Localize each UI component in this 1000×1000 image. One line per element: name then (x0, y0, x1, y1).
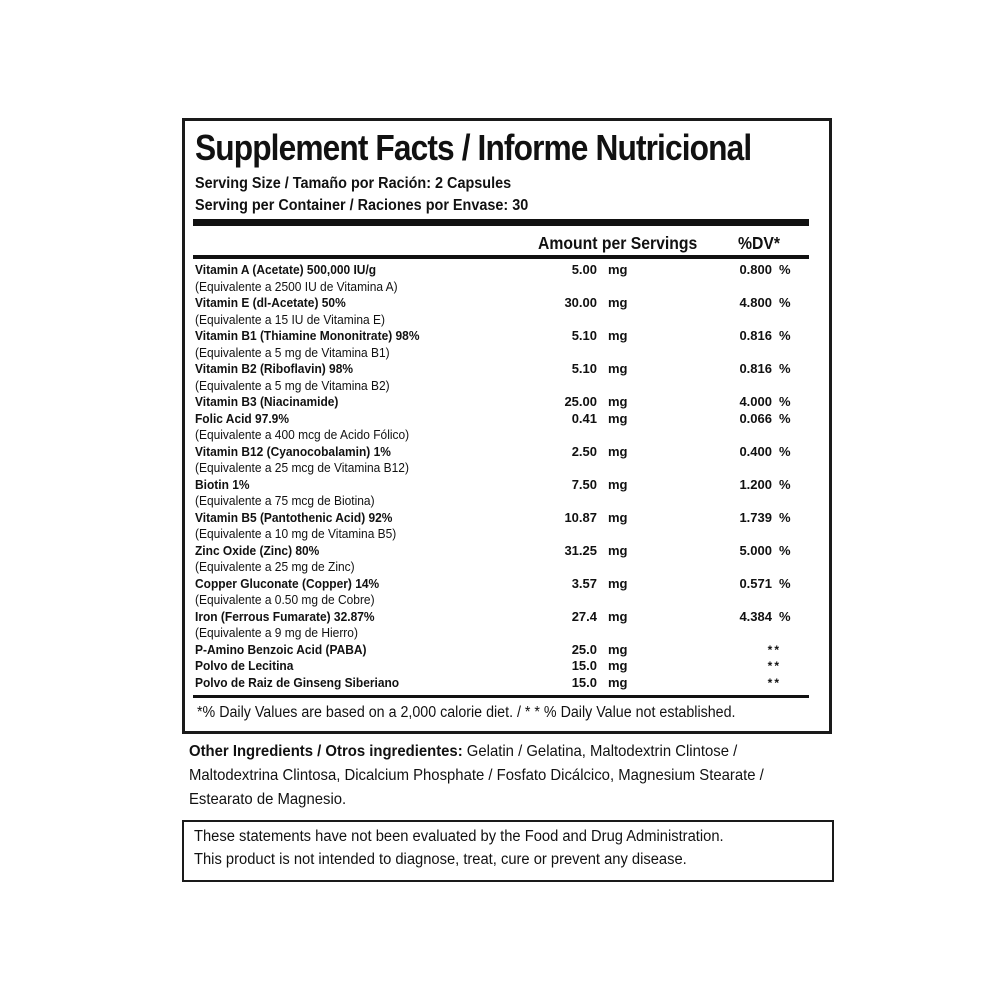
nutrient-equivalent: (Equivalente a 0.50 mg de Cobre) (195, 593, 375, 607)
dv-column-header: %DV* (738, 233, 781, 253)
dv-not-established: ** (767, 642, 781, 657)
nutrient-dv-percent: % (779, 328, 791, 343)
other-ingredients-text: Gelatin / Gelatina, Maltodextrin Clintose / Maltodextrina Clintosa, Dicalcium Phosphate / Fosfato Dicálcico, Magnesium Stearate / Estearato de Magnesio. (189, 743, 764, 808)
nutrient-name: Folic Acid 97.9% (195, 411, 289, 426)
nutrient-dv: 4.384 (739, 608, 772, 624)
nutrient-dv: 0.571 (739, 575, 772, 591)
nutrient-equivalent: (Equivalente a 75 mcg de Biotina) (195, 494, 375, 508)
nutrient-equivalent: (Equivalente a 2500 IU de Vitamina A) (195, 279, 398, 294)
nutrient-dv: 0.816 (739, 328, 772, 343)
amount-column-header: Amount per Servings (538, 233, 698, 253)
nutrient-dv-percent: % (779, 394, 791, 409)
nutrient-amount: 0.41 (571, 410, 597, 426)
nutrient-amount: 2.50 (571, 443, 597, 459)
nutrient-name: Iron (Ferrous Fumarate) 32.87% (195, 609, 375, 624)
nutrient-dv: 4.000 (739, 394, 772, 409)
nutrient-dv: 0.400 (739, 443, 772, 459)
nutrient-row (195, 394, 805, 411)
nutrient-amount: 3.57 (571, 575, 597, 591)
nutrient-unit: mg (608, 295, 628, 310)
serving-size: Serving Size / Tamaño por Ración: 2 Capsules (195, 175, 512, 192)
nutrient-equivalent: (Equivalente a 9 mg de Hierro) (195, 626, 358, 640)
nutrient-row (195, 328, 805, 361)
nutrient-name: Vitamin B1 (Thiamine Mononitrate) 98% (195, 329, 420, 343)
nutrient-equivalent: (Equivalente a 25 mg de Zinc) (195, 560, 355, 574)
nutrient-row (195, 609, 805, 642)
daily-value-footnote: *% Daily Values are based on a 2,000 calorie diet. / * * % Daily Value not established. (197, 704, 736, 721)
nutrient-amount: 5.00 (571, 262, 597, 277)
nutrient-dv-percent: % (779, 608, 791, 624)
nutrient-unit: mg (608, 394, 628, 409)
supplement-facts-panel (182, 118, 832, 734)
panel-title: Supplement Facts / Informe Nutricional (195, 127, 752, 168)
nutrient-dv: 0.800 (739, 262, 772, 277)
nutrient-row (195, 444, 805, 477)
nutrient-name: Polvo de Raiz de Ginseng Siberiano (195, 675, 400, 690)
nutrient-name: Zinc Oxide (Zinc) 80% (195, 543, 320, 558)
nutrient-unit: mg (608, 476, 628, 492)
dv-not-established: ** (767, 675, 781, 690)
nutrient-dv: 5.000 (739, 542, 772, 558)
nutrient-row (195, 262, 805, 295)
nutrient-equivalent: (Equivalente a 10 mg de Vitamina B5) (195, 527, 397, 541)
nutrient-name: P-Amino Benzoic Acid (PABA) (195, 642, 367, 657)
nutrient-row (195, 411, 805, 444)
nutrient-dv-percent: % (779, 542, 791, 558)
nutrient-name: Copper Gluconate (Copper) 14% (195, 576, 380, 591)
nutrient-amount: 15.0 (571, 674, 597, 690)
fda-disclaimer (182, 820, 834, 882)
nutrient-dv: 4.800 (739, 295, 772, 310)
nutrient-dv-percent: % (779, 509, 791, 525)
disclaimer-line-1: These statements have not been evaluated by the Food and Drug Administration. (194, 828, 724, 845)
nutrient-unit: mg (608, 575, 628, 591)
nutrient-amount: 5.10 (571, 361, 597, 376)
nutrient-amount: 27.4 (571, 608, 597, 624)
nutrient-unit: mg (608, 262, 628, 277)
nutrient-amount: 25.0 (571, 641, 597, 657)
nutrient-name: Vitamin B12 (Cyanocobalamin) 1% (195, 444, 391, 459)
nutrient-amount: 25.00 (564, 394, 597, 409)
nutrient-unit: mg (608, 443, 628, 459)
nutrient-rows (195, 262, 805, 691)
nutrient-dv-percent: % (779, 443, 791, 459)
nutrient-equivalent: (Equivalente a 400 mcg de Acido Fólico) (195, 428, 410, 442)
nutrient-row (195, 477, 805, 510)
nutrient-name: Vitamin E (dl-Acetate) 50% (195, 296, 346, 310)
nutrient-amount: 30.00 (564, 295, 597, 310)
nutrient-row (195, 543, 805, 576)
other-ingredients-label: Other Ingredients / Otros ingredientes: (189, 743, 463, 760)
nutrient-name: Vitamin B3 (Niacinamide) (195, 395, 339, 409)
nutrient-unit: mg (608, 542, 628, 558)
nutrient-row (195, 642, 805, 659)
nutrient-unit: mg (608, 410, 628, 426)
nutrient-amount: 15.0 (571, 658, 597, 673)
other-ingredients (189, 740, 784, 812)
nutrient-dv-percent: % (779, 262, 791, 277)
nutrient-dv: 1.200 (739, 476, 772, 492)
dv-not-established: ** (767, 659, 781, 673)
nutrient-dv: 0.816 (739, 361, 772, 376)
nutrient-equivalent: (Equivalente a 15 IU de Vitamina E) (195, 312, 385, 327)
nutrient-unit: mg (608, 608, 628, 624)
nutrient-row (195, 658, 805, 675)
nutrient-dv-percent: % (779, 575, 791, 591)
servings-per-container: Serving per Container / Raciones por Envase: 30 (195, 197, 529, 214)
thick-divider (193, 219, 809, 226)
nutrient-dv-percent: % (779, 361, 791, 376)
nutrient-unit: mg (608, 328, 628, 343)
nutrient-dv-percent: % (779, 410, 791, 426)
nutrient-equivalent: (Equivalente a 25 mcg de Vitamina B12) (195, 461, 409, 475)
nutrient-dv-percent: % (779, 295, 791, 310)
nutrient-dv-percent: % (779, 476, 791, 492)
nutrient-row (195, 510, 805, 543)
nutrient-amount: 31.25 (564, 542, 597, 558)
nutrient-row (195, 295, 805, 328)
nutrient-amount: 5.10 (571, 328, 597, 343)
nutrient-name: Vitamin B5 (Pantothenic Acid) 92% (195, 510, 393, 525)
nutrient-dv: 0.066 (739, 410, 772, 426)
nutrient-unit: mg (608, 641, 628, 657)
nutrient-unit: mg (608, 658, 628, 673)
nutrient-name: Biotin 1% (195, 477, 250, 492)
nutrient-name: Vitamin B2 (Riboflavin) 98% (195, 362, 354, 376)
header-divider (193, 255, 809, 259)
nutrient-amount: 7.50 (571, 476, 597, 492)
nutrient-equivalent: (Equivalente a 5 mg de Vitamina B1) (195, 345, 390, 360)
footer-divider (193, 695, 809, 698)
nutrient-row (195, 361, 805, 394)
nutrient-name: Polvo de Lecitina (195, 659, 294, 673)
disclaimer-line-2: This product is not intended to diagnose, treat, cure or prevent any disease. (194, 851, 687, 868)
nutrient-unit: mg (608, 509, 628, 525)
nutrient-unit: mg (608, 674, 628, 690)
nutrient-row (195, 576, 805, 609)
nutrient-row (195, 675, 805, 692)
nutrient-amount: 10.87 (564, 509, 597, 525)
nutrient-dv: 1.739 (739, 509, 772, 525)
nutrient-unit: mg (608, 361, 628, 376)
nutrient-name: Vitamin A (Acetate) 500,000 IU/g (195, 263, 377, 277)
nutrient-equivalent: (Equivalente a 5 mg de Vitamina B2) (195, 378, 390, 393)
